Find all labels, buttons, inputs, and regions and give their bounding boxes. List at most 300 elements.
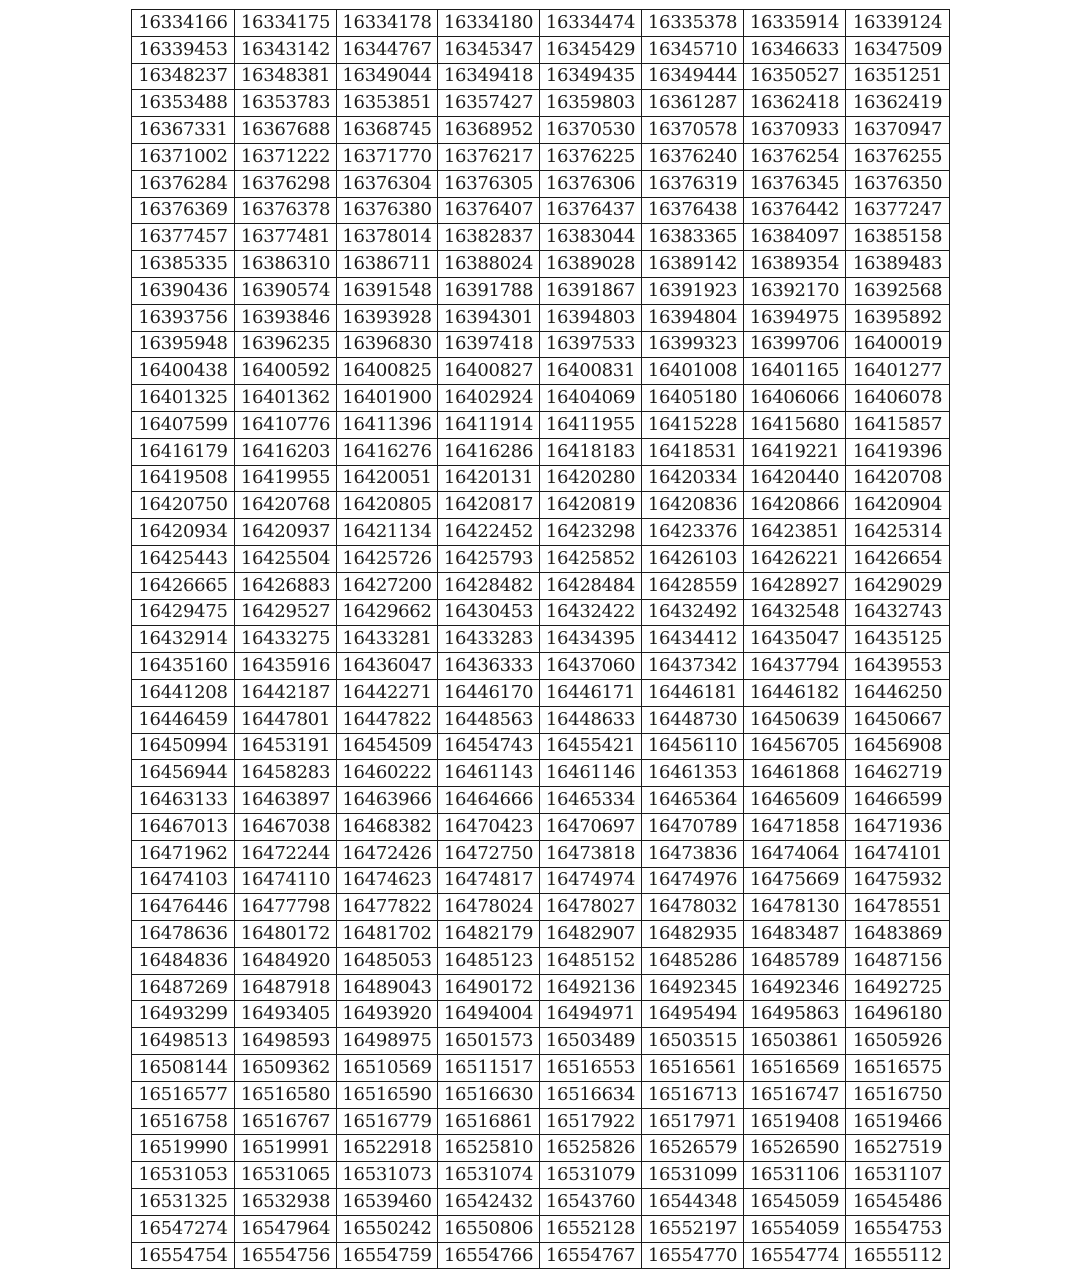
table-cell: 16442187 xyxy=(235,679,337,706)
table-cell: 16531099 xyxy=(642,1162,744,1189)
table-cell: 16526579 xyxy=(642,1135,744,1162)
table-cell: 16433283 xyxy=(438,626,540,653)
table-row xyxy=(132,1135,950,1162)
table-cell: 16353783 xyxy=(235,90,337,117)
table-cell: 16455421 xyxy=(540,733,642,760)
table-cell: 16420817 xyxy=(438,492,540,519)
table-cell: 16400831 xyxy=(540,358,642,385)
table-cell: 16411955 xyxy=(540,411,642,438)
table-cell: 16367331 xyxy=(132,117,235,144)
table-cell: 16463133 xyxy=(132,787,235,814)
table-cell: 16420131 xyxy=(438,465,540,492)
table-cell: 16554767 xyxy=(540,1242,642,1269)
table-cell: 16478024 xyxy=(438,894,540,921)
table-cell: 16394804 xyxy=(642,304,744,331)
table-cell: 16433275 xyxy=(235,626,337,653)
table-cell: 16410776 xyxy=(235,411,337,438)
table-cell: 16432492 xyxy=(642,599,744,626)
table-cell: 16426665 xyxy=(132,572,235,599)
table-row xyxy=(132,974,950,1001)
table-cell: 16420937 xyxy=(235,519,337,546)
table-cell: 16353488 xyxy=(132,90,235,117)
table-cell: 16519990 xyxy=(132,1135,235,1162)
table-cell: 16482935 xyxy=(642,921,744,948)
table-cell: 16428484 xyxy=(540,572,642,599)
table-cell: 16420750 xyxy=(132,492,235,519)
table-cell: 16361287 xyxy=(642,90,744,117)
table-cell: 16420440 xyxy=(744,465,846,492)
table-cell: 16371222 xyxy=(235,143,337,170)
table-cell: 16415680 xyxy=(744,411,846,438)
table-cell: 16344767 xyxy=(337,36,438,63)
table-cell: 16492136 xyxy=(540,974,642,1001)
table-cell: 16473836 xyxy=(642,840,744,867)
table-cell: 16516569 xyxy=(744,1055,846,1082)
table-cell: 16550806 xyxy=(438,1215,540,1242)
table-cell: 16425314 xyxy=(846,519,950,546)
table-cell: 16401325 xyxy=(132,385,235,412)
table-cell: 16359803 xyxy=(540,90,642,117)
table-cell: 16376225 xyxy=(540,143,642,170)
table-cell: 16415857 xyxy=(846,411,950,438)
table-cell: 16419955 xyxy=(235,465,337,492)
table-row xyxy=(132,492,950,519)
table-cell: 16376345 xyxy=(744,170,846,197)
table-cell: 16421134 xyxy=(337,519,438,546)
table-cell: 16478130 xyxy=(744,894,846,921)
table-cell: 16477822 xyxy=(337,894,438,921)
table-cell: 16510569 xyxy=(337,1055,438,1082)
table-cell: 16503861 xyxy=(744,1028,846,1055)
table-cell: 16437060 xyxy=(540,653,642,680)
table-cell: 16400438 xyxy=(132,358,235,385)
table-row xyxy=(132,733,950,760)
table-cell: 16428559 xyxy=(642,572,744,599)
table-cell: 16371002 xyxy=(132,143,235,170)
table-row xyxy=(132,760,950,787)
table-cell: 16522918 xyxy=(337,1135,438,1162)
table-cell: 16554759 xyxy=(337,1242,438,1269)
table-cell: 16447801 xyxy=(235,706,337,733)
table-row xyxy=(132,170,950,197)
table-cell: 16434395 xyxy=(540,626,642,653)
table-cell: 16370933 xyxy=(744,117,846,144)
table-cell: 16454509 xyxy=(337,733,438,760)
table-cell: 16554059 xyxy=(744,1215,846,1242)
table-cell: 16526590 xyxy=(744,1135,846,1162)
table-cell: 16393756 xyxy=(132,304,235,331)
table-cell: 16461146 xyxy=(540,760,642,787)
table-cell: 16482907 xyxy=(540,921,642,948)
table-cell: 16394803 xyxy=(540,304,642,331)
table-cell: 16406078 xyxy=(846,385,950,412)
table-cell: 16391923 xyxy=(642,277,744,304)
table-cell: 16418531 xyxy=(642,438,744,465)
table-cell: 16516861 xyxy=(438,1108,540,1135)
table-cell: 16370578 xyxy=(642,117,744,144)
table-cell: 16376378 xyxy=(235,197,337,224)
table-cell: 16474110 xyxy=(235,867,337,894)
table-cell: 16516767 xyxy=(235,1108,337,1135)
table-cell: 16376255 xyxy=(846,143,950,170)
table-row xyxy=(132,143,950,170)
table-cell: 16471858 xyxy=(744,813,846,840)
table-cell: 16432422 xyxy=(540,599,642,626)
table-cell: 16555112 xyxy=(846,1242,950,1269)
table-cell: 16384097 xyxy=(744,224,846,251)
table-cell: 16463966 xyxy=(337,787,438,814)
table-cell: 16463897 xyxy=(235,787,337,814)
table-cell: 16485053 xyxy=(337,947,438,974)
table-cell: 16539460 xyxy=(337,1189,438,1216)
table-cell: 16493920 xyxy=(337,1001,438,1028)
table-row xyxy=(132,197,950,224)
table-cell: 16467013 xyxy=(132,813,235,840)
table-cell: 16476446 xyxy=(132,894,235,921)
table-cell: 16376438 xyxy=(642,197,744,224)
table-row xyxy=(132,679,950,706)
table-cell: 16554766 xyxy=(438,1242,540,1269)
table-cell: 16550242 xyxy=(337,1215,438,1242)
table-row xyxy=(132,1189,950,1216)
table-cell: 16419221 xyxy=(744,438,846,465)
table-cell: 16386711 xyxy=(337,251,438,278)
table-cell: 16428927 xyxy=(744,572,846,599)
table-cell: 16531065 xyxy=(235,1162,337,1189)
table-cell: 16511517 xyxy=(438,1055,540,1082)
table-cell: 16458283 xyxy=(235,760,337,787)
table-cell: 16394975 xyxy=(744,304,846,331)
table-cell: 16401900 xyxy=(337,385,438,412)
table-cell: 16397418 xyxy=(438,331,540,358)
table-cell: 16525810 xyxy=(438,1135,540,1162)
table-cell: 16485152 xyxy=(540,947,642,974)
table-cell: 16401277 xyxy=(846,358,950,385)
table-row xyxy=(132,706,950,733)
table-cell: 16489043 xyxy=(337,974,438,1001)
table-cell: 16401165 xyxy=(744,358,846,385)
table-row xyxy=(132,438,950,465)
table-cell: 16474976 xyxy=(642,867,744,894)
table-row xyxy=(132,63,950,90)
table-cell: 16348381 xyxy=(235,63,337,90)
table-cell: 16376442 xyxy=(744,197,846,224)
table-cell: 16426654 xyxy=(846,545,950,572)
table-cell: 16547274 xyxy=(132,1215,235,1242)
table-cell: 16456908 xyxy=(846,733,950,760)
table-cell: 16435160 xyxy=(132,653,235,680)
table-cell: 16498975 xyxy=(337,1028,438,1055)
table-cell: 16478636 xyxy=(132,921,235,948)
table-cell: 16517971 xyxy=(642,1108,744,1135)
table-cell: 16376304 xyxy=(337,170,438,197)
table-cell: 16425443 xyxy=(132,545,235,572)
table-cell: 16362418 xyxy=(744,90,846,117)
table-cell: 16334175 xyxy=(235,10,337,37)
table-cell: 16420334 xyxy=(642,465,744,492)
table-cell: 16428482 xyxy=(438,572,540,599)
table-cell: 16432743 xyxy=(846,599,950,626)
table-cell: 16454743 xyxy=(438,733,540,760)
table-cell: 16544348 xyxy=(642,1189,744,1216)
table-cell: 16466599 xyxy=(846,787,950,814)
table-cell: 16480172 xyxy=(235,921,337,948)
table-cell: 16399706 xyxy=(744,331,846,358)
table-cell: 16395892 xyxy=(846,304,950,331)
table-cell: 16483487 xyxy=(744,921,846,948)
table-cell: 16474064 xyxy=(744,840,846,867)
table-cell: 16545059 xyxy=(744,1189,846,1216)
table-cell: 16527519 xyxy=(846,1135,950,1162)
table-cell: 16416179 xyxy=(132,438,235,465)
table-cell: 16461868 xyxy=(744,760,846,787)
table-cell: 16474101 xyxy=(846,840,950,867)
table-cell: 16392568 xyxy=(846,277,950,304)
table-cell: 16465609 xyxy=(744,787,846,814)
table-cell: 16516630 xyxy=(438,1081,540,1108)
table-cell: 16423376 xyxy=(642,519,744,546)
table-cell: 16468382 xyxy=(337,813,438,840)
table-cell: 16467038 xyxy=(235,813,337,840)
table-row xyxy=(132,1055,950,1082)
table-cell: 16461143 xyxy=(438,760,540,787)
table-cell: 16345347 xyxy=(438,36,540,63)
table-cell: 16402924 xyxy=(438,385,540,412)
table-row xyxy=(132,1108,950,1135)
table-cell: 16470697 xyxy=(540,813,642,840)
table-cell: 16385158 xyxy=(846,224,950,251)
table-cell: 16498513 xyxy=(132,1028,235,1055)
table-cell: 16442271 xyxy=(337,679,438,706)
table-row xyxy=(132,813,950,840)
table-cell: 16385335 xyxy=(132,251,235,278)
table-cell: 16368745 xyxy=(337,117,438,144)
table-row xyxy=(132,921,950,948)
table-cell: 16349418 xyxy=(438,63,540,90)
table-cell: 16531079 xyxy=(540,1162,642,1189)
table-cell: 16418183 xyxy=(540,438,642,465)
table-cell: 16471936 xyxy=(846,813,950,840)
table-cell: 16391867 xyxy=(540,277,642,304)
table-cell: 16474103 xyxy=(132,867,235,894)
table-cell: 16450639 xyxy=(744,706,846,733)
table-cell: 16531106 xyxy=(744,1162,846,1189)
table-cell: 16353851 xyxy=(337,90,438,117)
table-cell: 16349435 xyxy=(540,63,642,90)
table-cell: 16487269 xyxy=(132,974,235,1001)
table-cell: 16425504 xyxy=(235,545,337,572)
table-cell: 16432914 xyxy=(132,626,235,653)
table-row xyxy=(132,867,950,894)
table-cell: 16406066 xyxy=(744,385,846,412)
table-cell: 16376284 xyxy=(132,170,235,197)
table-cell: 16498593 xyxy=(235,1028,337,1055)
table-cell: 16472426 xyxy=(337,840,438,867)
table-cell: 16357427 xyxy=(438,90,540,117)
table-cell: 16465364 xyxy=(642,787,744,814)
table-cell: 16436333 xyxy=(438,653,540,680)
table-cell: 16339453 xyxy=(132,36,235,63)
table-cell: 16448730 xyxy=(642,706,744,733)
table-cell: 16503515 xyxy=(642,1028,744,1055)
table-cell: 16416203 xyxy=(235,438,337,465)
table-cell: 16492345 xyxy=(642,974,744,1001)
table-cell: 16371770 xyxy=(337,143,438,170)
table-cell: 16343142 xyxy=(235,36,337,63)
table-row xyxy=(132,599,950,626)
table-cell: 16450667 xyxy=(846,706,950,733)
table-cell: 16508144 xyxy=(132,1055,235,1082)
table-cell: 16484920 xyxy=(235,947,337,974)
table-cell: 16461353 xyxy=(642,760,744,787)
table-cell: 16376319 xyxy=(642,170,744,197)
table-cell: 16362419 xyxy=(846,90,950,117)
table-cell: 16516779 xyxy=(337,1108,438,1135)
table-cell: 16416276 xyxy=(337,438,438,465)
table-cell: 16472244 xyxy=(235,840,337,867)
table-cell: 16439553 xyxy=(846,653,950,680)
table-cell: 16389142 xyxy=(642,251,744,278)
table-cell: 16383365 xyxy=(642,224,744,251)
table-cell: 16509362 xyxy=(235,1055,337,1082)
table-cell: 16554754 xyxy=(132,1242,235,1269)
table-cell: 16543760 xyxy=(540,1189,642,1216)
table-cell: 16478551 xyxy=(846,894,950,921)
table-cell: 16339124 xyxy=(846,10,950,37)
table-cell: 16516758 xyxy=(132,1108,235,1135)
table-cell: 16334180 xyxy=(438,10,540,37)
table-cell: 16456110 xyxy=(642,733,744,760)
table-cell: 16519408 xyxy=(744,1108,846,1135)
table-cell: 16441208 xyxy=(132,679,235,706)
table-cell: 16493299 xyxy=(132,1001,235,1028)
table-row xyxy=(132,1215,950,1242)
table-cell: 16554753 xyxy=(846,1215,950,1242)
table-cell: 16456705 xyxy=(744,733,846,760)
table-row xyxy=(132,117,950,144)
table-row xyxy=(132,653,950,680)
table-cell: 16348237 xyxy=(132,63,235,90)
number-table xyxy=(131,9,950,1269)
table-cell: 16376369 xyxy=(132,197,235,224)
table-cell: 16382837 xyxy=(438,224,540,251)
table-cell: 16464666 xyxy=(438,787,540,814)
table-cell: 16335914 xyxy=(744,10,846,37)
table-body xyxy=(132,10,950,1269)
table-cell: 16483869 xyxy=(846,921,950,948)
table-row xyxy=(132,277,950,304)
table-cell: 16436047 xyxy=(337,653,438,680)
table-cell: 16446459 xyxy=(132,706,235,733)
table-cell: 16552128 xyxy=(540,1215,642,1242)
table-cell: 16516747 xyxy=(744,1081,846,1108)
table-cell: 16389354 xyxy=(744,251,846,278)
table-cell: 16432548 xyxy=(744,599,846,626)
table-row xyxy=(132,10,950,37)
table-cell: 16396235 xyxy=(235,331,337,358)
table-row xyxy=(132,894,950,921)
table-cell: 16368952 xyxy=(438,117,540,144)
table-cell: 16532938 xyxy=(235,1189,337,1216)
table-cell: 16531107 xyxy=(846,1162,950,1189)
table-cell: 16389028 xyxy=(540,251,642,278)
table-cell: 16470423 xyxy=(438,813,540,840)
table-cell: 16425726 xyxy=(337,545,438,572)
table-cell: 16390574 xyxy=(235,277,337,304)
table-cell: 16453191 xyxy=(235,733,337,760)
table-cell: 16447822 xyxy=(337,706,438,733)
table-cell: 16492346 xyxy=(744,974,846,1001)
table-cell: 16435916 xyxy=(235,653,337,680)
table-cell: 16478027 xyxy=(540,894,642,921)
table-cell: 16517922 xyxy=(540,1108,642,1135)
table-cell: 16419396 xyxy=(846,438,950,465)
table-cell: 16554774 xyxy=(744,1242,846,1269)
table-cell: 16429475 xyxy=(132,599,235,626)
table-cell: 16487918 xyxy=(235,974,337,1001)
table-cell: 16401362 xyxy=(235,385,337,412)
table-cell: 16547964 xyxy=(235,1215,337,1242)
table-cell: 16503489 xyxy=(540,1028,642,1055)
table-cell: 16425793 xyxy=(438,545,540,572)
table-cell: 16376305 xyxy=(438,170,540,197)
table-cell: 16552197 xyxy=(642,1215,744,1242)
table-cell: 16367688 xyxy=(235,117,337,144)
table-cell: 16407599 xyxy=(132,411,235,438)
table-cell: 16460222 xyxy=(337,760,438,787)
table-cell: 16420051 xyxy=(337,465,438,492)
table-row xyxy=(132,626,950,653)
table-row xyxy=(132,947,950,974)
table-cell: 16411914 xyxy=(438,411,540,438)
table-cell: 16430453 xyxy=(438,599,540,626)
table-cell: 16516553 xyxy=(540,1055,642,1082)
table-cell: 16495863 xyxy=(744,1001,846,1028)
table-cell: 16484836 xyxy=(132,947,235,974)
table-row xyxy=(132,1081,950,1108)
table-cell: 16376298 xyxy=(235,170,337,197)
table-cell: 16405180 xyxy=(642,385,744,412)
table-row xyxy=(132,1001,950,1028)
table-cell: 16386310 xyxy=(235,251,337,278)
table-row xyxy=(132,840,950,867)
table-cell: 16376380 xyxy=(337,197,438,224)
table-cell: 16487156 xyxy=(846,947,950,974)
table-cell: 16420805 xyxy=(337,492,438,519)
table-cell: 16376306 xyxy=(540,170,642,197)
table-cell: 16389483 xyxy=(846,251,950,278)
table-cell: 16446182 xyxy=(744,679,846,706)
table-cell: 16420934 xyxy=(132,519,235,546)
table-cell: 16429029 xyxy=(846,572,950,599)
table-cell: 16370530 xyxy=(540,117,642,144)
table-cell: 16429527 xyxy=(235,599,337,626)
table-cell: 16391548 xyxy=(337,277,438,304)
table-cell: 16450994 xyxy=(132,733,235,760)
table-cell: 16427200 xyxy=(337,572,438,599)
table-cell: 16334474 xyxy=(540,10,642,37)
table-row xyxy=(132,519,950,546)
table-cell: 16516577 xyxy=(132,1081,235,1108)
table-cell: 16393846 xyxy=(235,304,337,331)
table-cell: 16531325 xyxy=(132,1189,235,1216)
table-cell: 16416286 xyxy=(438,438,540,465)
table-cell: 16420768 xyxy=(235,492,337,519)
table-cell: 16531053 xyxy=(132,1162,235,1189)
table-cell: 16394301 xyxy=(438,304,540,331)
table-row xyxy=(132,331,950,358)
table-cell: 16434412 xyxy=(642,626,744,653)
